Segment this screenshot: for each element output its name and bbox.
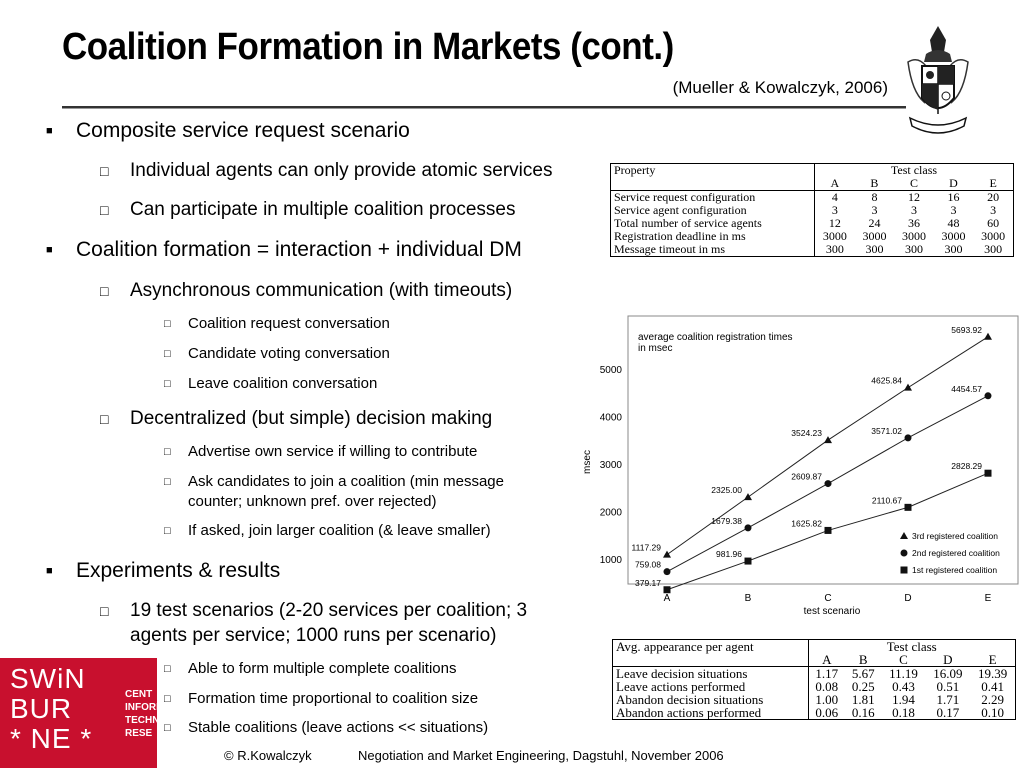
bullet-marker-icon: □ (164, 722, 171, 734)
table-row-label: Registration deadline in ms (611, 230, 815, 243)
bullet-text: Ask candidates to join a coalition (min message (188, 473, 504, 490)
table-cell: 3000 (822, 229, 847, 243)
x-tick-label: B (744, 593, 752, 604)
table-cell: 20 (987, 190, 1000, 204)
bullet-level3 (164, 472, 504, 492)
data-point (825, 527, 832, 534)
data-label: 2828.29 (951, 461, 982, 472)
test-class-properties-table (610, 163, 1014, 257)
data-label: 4454.57 (951, 383, 982, 394)
swinburne-logo (0, 658, 165, 768)
data-point (985, 470, 992, 477)
bullet-level1 (46, 119, 410, 143)
table-cell: 19.39 (977, 666, 1008, 681)
legend-label: 2nd registered coalition (912, 548, 1000, 558)
legend-label: 3rd registered coalition (912, 531, 998, 541)
table-cell: 1.94 (892, 692, 915, 707)
chart-title: average coalition registration times in msec (638, 332, 793, 354)
table-cell: 48 (947, 216, 960, 230)
data-point (664, 568, 671, 575)
table-row-label: Service request configuration (611, 191, 815, 205)
bullet-level3 (164, 718, 488, 738)
bullet-marker-icon: □ (164, 476, 171, 488)
table-cell: 3000 (901, 229, 926, 243)
table-cell: 16.09 (933, 666, 963, 681)
table-cell: 0.43 (892, 679, 915, 694)
x-axis-label: test scenario (803, 606, 861, 616)
table-cell: 16 (947, 190, 960, 204)
bullet-marker-icon: □ (100, 283, 109, 299)
logo-line: * NE * (10, 723, 93, 754)
bullet-marker-icon: □ (164, 378, 171, 390)
bullet-marker-icon: ■ (46, 565, 53, 577)
bullet-text: Composite service request scenario (76, 119, 410, 142)
data-label: 1117.29 (631, 542, 661, 553)
table-cell: 300 (865, 242, 884, 256)
bullet-text: Advertise own service if willing to contribute (188, 443, 478, 460)
table-cell: 3000 (862, 229, 887, 243)
table-cell: 3 (831, 203, 838, 217)
table-row-label: Leave decision situations (613, 667, 809, 681)
bullet-text: Formation time proportional to coalition size (188, 690, 479, 707)
table-cell: 1.81 (851, 692, 875, 707)
data-point (905, 434, 912, 441)
table-cell: 0.16 (851, 705, 875, 720)
bullet-text: Decentralized (but simple) decision making (130, 408, 493, 429)
bullet-level3 (164, 521, 491, 541)
bullet-level3 (164, 659, 456, 679)
bullet-level1 (46, 238, 522, 262)
bullet-text: If asked, join larger coalition (& leave smaller) (188, 522, 491, 539)
bullet-level3 (164, 689, 478, 709)
x-tick-label: D (904, 593, 912, 604)
bullet-marker-icon: □ (100, 411, 109, 427)
data-point (904, 384, 912, 391)
table-cell: 3 (990, 203, 997, 217)
table-cell: 3 (871, 203, 878, 217)
footer-author: © R.Kowalczyk (224, 748, 312, 763)
table-column-header: B (855, 177, 895, 191)
logo-wordmark (10, 664, 92, 754)
table-cell: 12 (907, 190, 920, 204)
table-row-label: Message timeout in ms (611, 243, 815, 257)
table-cell: 0.25 (851, 679, 875, 694)
table-group-label: Test class (890, 163, 938, 177)
data-point (745, 524, 752, 531)
data-label: 2325.00 (711, 485, 742, 496)
data-point (824, 436, 832, 443)
chart-plot-frame (628, 316, 1018, 584)
y-axis-label: msec (582, 450, 593, 474)
bullet-level2 (100, 624, 496, 648)
x-tick-label: E (984, 593, 992, 604)
table-column-header: B (845, 653, 881, 667)
table-cell: 12 (828, 216, 841, 230)
bullet-level2 (100, 159, 552, 183)
bullet-marker-icon: □ (164, 525, 171, 537)
data-label: 2609.87 (791, 471, 822, 482)
logo-side-line: INFORM (125, 702, 165, 713)
table-cell: 11.19 (889, 666, 918, 681)
legend-marker-icon (901, 550, 908, 557)
data-point (905, 504, 912, 511)
table-row-label: Leave actions performed (613, 680, 809, 693)
table-cell: 60 (987, 216, 1000, 230)
data-label: 759.08 (635, 559, 661, 570)
table-header-label: Avg. appearance per agent (613, 640, 809, 654)
table-cell: 0.10 (981, 705, 1004, 720)
logo-side-text (125, 688, 164, 740)
table-column-header: E (970, 653, 1015, 667)
footer-event: Negotiation and Market Engineering, Dagstuhl, November 2006 (358, 748, 724, 763)
table-cell: 0.41 (981, 679, 1004, 694)
page-title: Coalition Formation in Markets (cont.) (62, 26, 674, 68)
table-row (611, 243, 1014, 257)
bullet-text: Individual agents can only provide atomic services (130, 160, 553, 181)
data-label: 1625.82 (791, 518, 822, 529)
table-cell: 1.17 (815, 666, 839, 681)
bullet-level3 (164, 344, 390, 364)
table-cell: 0.06 (815, 705, 839, 720)
bullet-text: Able to form multiple complete coalitions (188, 660, 457, 677)
table-header-label: Property (611, 164, 815, 178)
table-column-header: D (934, 177, 974, 191)
table-cell: 8 (871, 190, 878, 204)
table-column-header: A (808, 653, 845, 667)
bullet-level1 (46, 559, 280, 583)
bullet-text: counter; unknown pref. over rejected) (188, 493, 437, 510)
bullet-marker-icon: □ (100, 202, 109, 218)
bullet-text: Coalition formation = interaction + individual DM (76, 238, 522, 261)
bullet-level3 (164, 374, 377, 394)
title-divider (62, 106, 906, 109)
logo-side-line: TECHN (125, 715, 160, 726)
bullet-level2 (100, 279, 512, 303)
bullet-text: agents per service; 1000 runs per scenario) (130, 625, 497, 646)
data-point (744, 493, 752, 500)
table-cell: 2.29 (981, 692, 1004, 707)
table-column-header: A (814, 177, 854, 191)
bullet-level2 (100, 198, 515, 222)
table-cell: 300 (984, 242, 1003, 256)
table-cell: 300 (944, 242, 963, 256)
bullet-marker-icon: □ (164, 318, 171, 330)
data-label: 2110.67 (871, 495, 902, 506)
y-tick-label: 5000 (599, 364, 622, 376)
data-point (985, 392, 992, 399)
data-label: 3524.23 (791, 428, 822, 439)
table-row-label: Abandon actions performed (613, 706, 809, 720)
table-cell: 0.08 (815, 679, 839, 694)
table-column-header: E (973, 177, 1013, 191)
table-cell: 36 (907, 216, 920, 230)
legend-marker-icon (900, 532, 908, 539)
data-point (664, 586, 671, 593)
data-label: 1679.38 (711, 515, 742, 526)
x-tick-label: C (824, 593, 832, 604)
university-crest-icon (900, 22, 976, 146)
appearance-per-agent-table (612, 639, 1016, 720)
table-column-header: C (894, 177, 934, 191)
data-label: 379.17 (635, 577, 661, 588)
bullet-marker-icon: □ (100, 163, 109, 179)
y-tick-label: 3000 (599, 460, 622, 472)
table-cell: 0.18 (892, 705, 915, 720)
y-tick-label: 1000 (599, 555, 622, 567)
table-column-header: C (881, 653, 925, 667)
table-cell: 3000 (941, 229, 966, 243)
bullet-text: Can participate in multiple coalition processes (130, 199, 516, 220)
bullet-marker-icon: ■ (46, 125, 53, 137)
table-cell: 5.67 (851, 666, 875, 681)
table-cell: 1.71 (936, 692, 960, 707)
table-row-label: Total number of service agents (611, 217, 815, 230)
bullet-level2 (100, 599, 527, 623)
logo-line: SWiN (10, 663, 86, 694)
table-cell: 300 (904, 242, 923, 256)
data-label: 4625.84 (871, 375, 902, 386)
bullet-text: Stable coalitions (leave actions << situations) (188, 719, 489, 736)
bullet-marker-icon: □ (164, 446, 171, 458)
table-cell: 4 (831, 190, 838, 204)
bullet-text: Experiments & results (76, 559, 281, 582)
bullet-level3 (164, 492, 436, 512)
table-cell: 0.51 (936, 679, 960, 694)
table-cell: 3 (950, 203, 957, 217)
y-tick-label: 4000 (599, 412, 622, 424)
bullet-text: Coalition request conversation (188, 315, 390, 332)
data-point (663, 551, 671, 558)
table-cell: 3000 (981, 229, 1006, 243)
table-row (613, 667, 1016, 681)
table-cell: 1.00 (815, 692, 839, 707)
data-label: 5693.92 (951, 324, 982, 335)
table-cell: 24 (868, 216, 881, 230)
y-tick-label: 2000 (599, 507, 622, 519)
bullet-level3 (164, 314, 390, 334)
table-cell: 300 (825, 242, 844, 256)
table-row (611, 191, 1014, 205)
table-cell: 0.17 (936, 705, 960, 720)
registration-times-chart (570, 312, 1022, 616)
bullet-level3 (164, 442, 477, 462)
legend-marker-icon (901, 567, 908, 574)
bullet-level2 (100, 407, 492, 431)
data-point (984, 333, 992, 340)
logo-side-line: RESE (125, 728, 153, 739)
table-cell: 3 (910, 203, 917, 217)
bullet-text: Leave coalition conversation (188, 375, 378, 392)
table-row-label: Abandon decision situations (613, 693, 809, 706)
legend-label: 1st registered coalition (912, 565, 998, 575)
citation: (Mueller & Kowalczyk, 2006) (672, 78, 888, 97)
data-point (745, 558, 752, 565)
bullet-marker-icon: □ (100, 603, 109, 619)
table-column-header: D (926, 653, 971, 667)
logo-side-line: CENT (125, 689, 153, 700)
bullet-marker-icon: ■ (46, 244, 53, 256)
data-point (825, 480, 832, 487)
table-group-label: Test class (886, 639, 937, 654)
bullet-marker-icon: □ (164, 693, 171, 705)
bullet-text: Asynchronous communication (with timeouts) (130, 280, 513, 301)
data-label: 981.96 (716, 549, 742, 560)
bullet-marker-icon: □ (164, 348, 171, 360)
data-label: 3571.02 (871, 425, 902, 436)
bullet-marker-icon: □ (164, 663, 171, 675)
table-row (613, 706, 1016, 720)
x-tick-label: A (663, 593, 671, 604)
logo-line: BUR (10, 693, 73, 724)
bullet-text: Candidate voting conversation (188, 345, 390, 362)
bullet-text: 19 test scenarios (2-20 services per coalition; 3 (130, 600, 528, 621)
table-row-label: Service agent configuration (611, 204, 815, 217)
